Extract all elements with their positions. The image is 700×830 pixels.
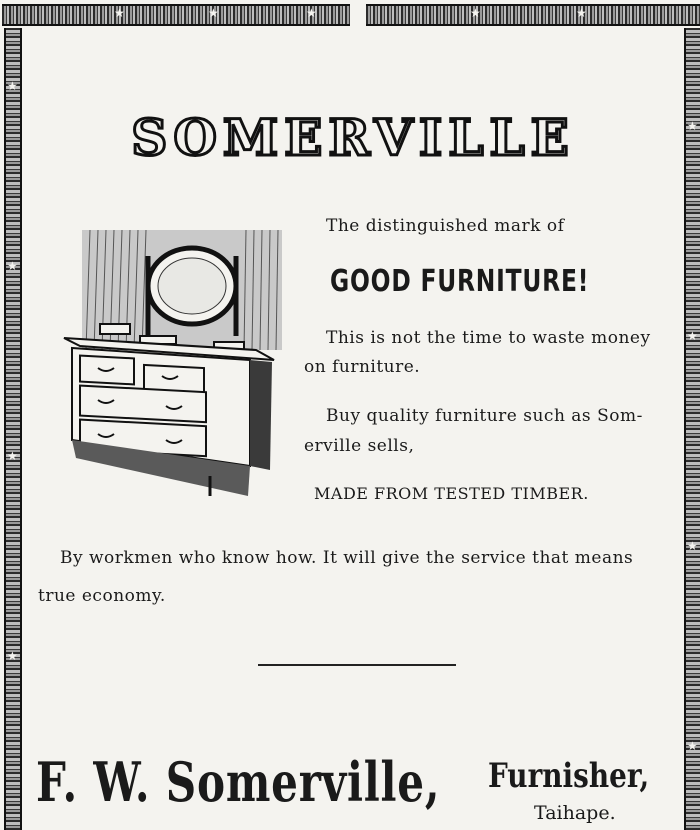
tagline: The distinguished mark of	[326, 216, 565, 236]
top-border-left	[2, 4, 350, 26]
headline: GOOD FURNITURE!	[330, 264, 590, 299]
star-icon: ★	[687, 539, 698, 553]
right-border	[684, 28, 700, 830]
star-icon: ★	[687, 739, 698, 753]
paragraph-1-line-1: This is not the time to waste money	[326, 328, 651, 348]
star-icon: ★	[7, 449, 18, 463]
advert-title: SOMERVILLE	[131, 108, 575, 167]
divider	[258, 664, 456, 666]
paragraph-2-line-2: erville sells,	[304, 436, 415, 456]
star-icon: ★	[470, 6, 481, 20]
paragraph-3: MADE FROM TESTED TIMBER.	[314, 484, 589, 503]
paragraph-4-line-1: By workmen who know how. It will give the service that means	[60, 548, 634, 568]
signature-name: F. W. Somerville,	[36, 750, 441, 814]
signature-town: Taihape.	[534, 802, 616, 824]
star-icon: ★	[114, 6, 125, 20]
star-icon: ★	[576, 6, 587, 20]
star-icon: ★	[208, 6, 219, 20]
dressing-table-with-mirror-icon	[50, 226, 290, 502]
star-icon: ★	[306, 6, 317, 20]
star-icon: ★	[7, 79, 18, 93]
paragraph-4-line-2: true economy.	[38, 586, 166, 606]
star-icon: ★	[687, 329, 698, 343]
left-border	[4, 28, 22, 830]
top-border-right	[366, 4, 700, 26]
star-icon: ★	[687, 119, 698, 133]
paragraph-2-line-1: Buy quality furniture such as Som-	[326, 406, 643, 426]
star-icon: ★	[7, 259, 18, 273]
signature-role: Furnisher,	[488, 756, 650, 796]
paragraph-1-line-2: on furniture.	[304, 357, 421, 377]
star-icon: ★	[7, 649, 18, 663]
